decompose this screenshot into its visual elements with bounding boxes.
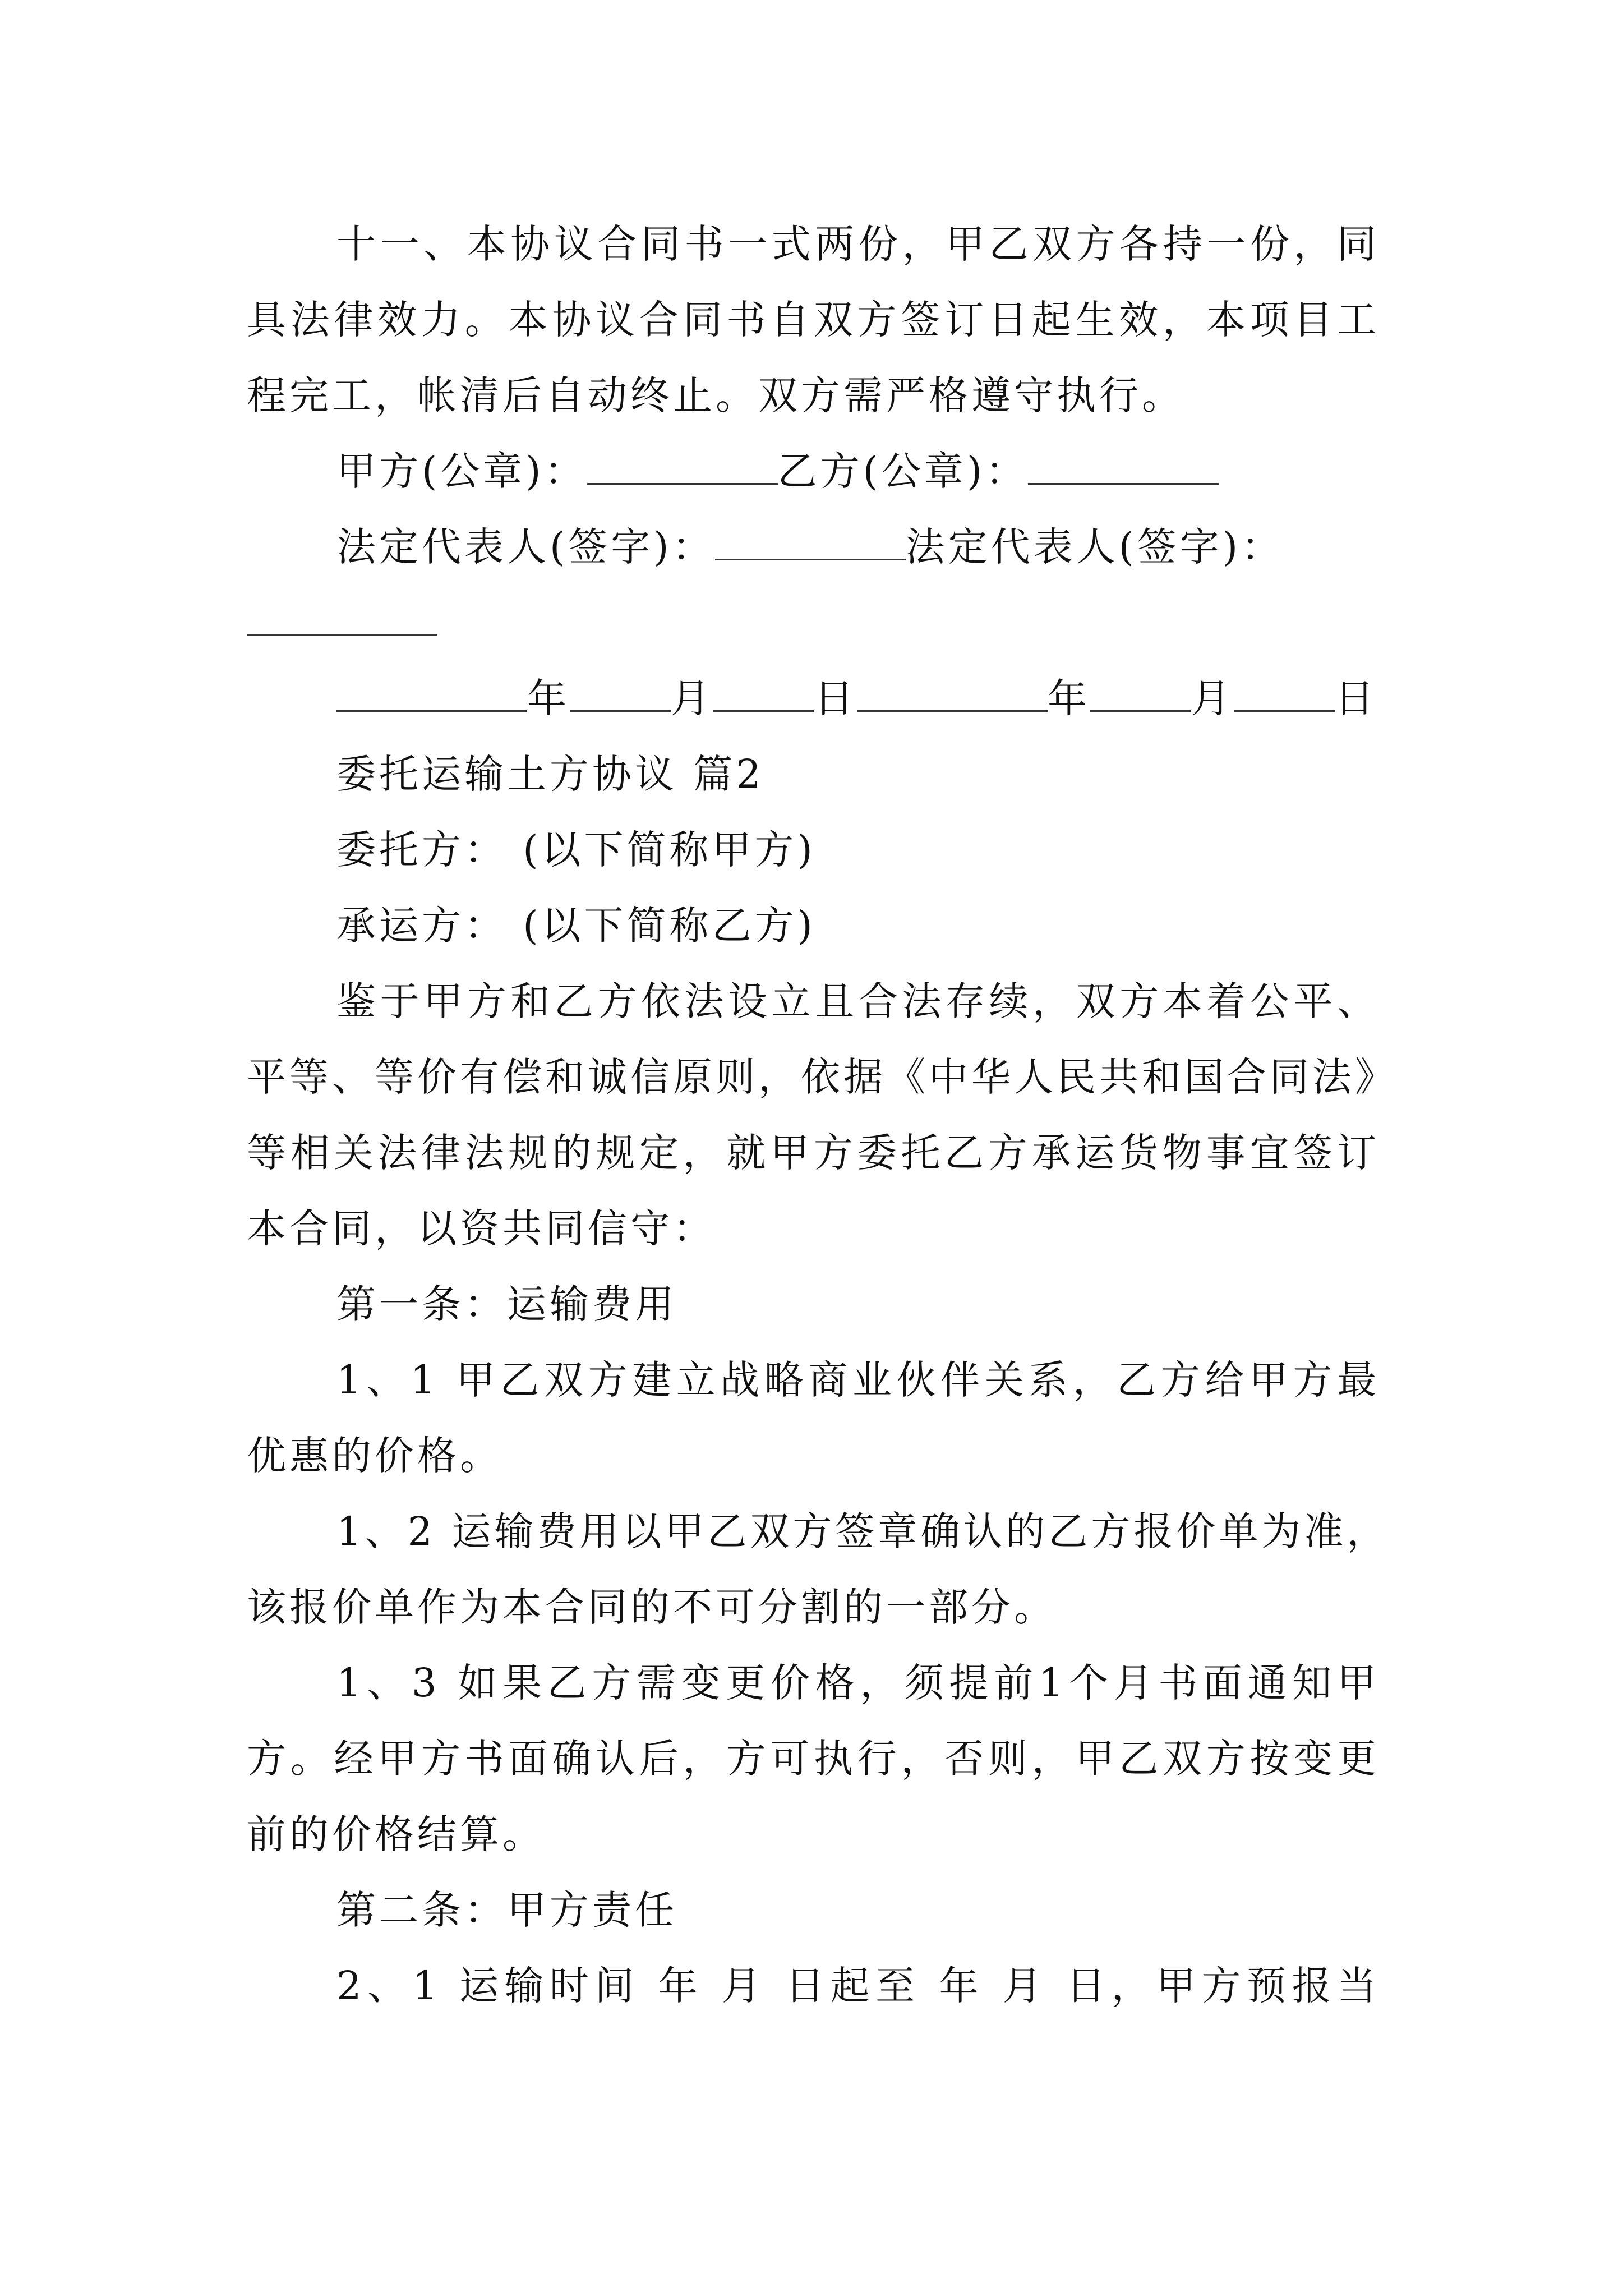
party-b-seal-label: 乙方(公章)： [777,448,1029,494]
clause-11-line-3: 程完工，帐清后自动终止。双方需严格遵守执行。 [247,372,1184,418]
year-a-label: 年 [527,675,570,721]
clause-1-1-line-1: 1、1 甲乙双方建立战略商业伙伴关系，乙方给甲方最 [336,1357,1380,1403]
party-b-seal-blank [1028,449,1219,485]
article-1-title: 第一条：运输费用 [336,1281,677,1327]
intro-line-2: 平等、等价有偿和诚信原则，依据《中华人民共和国合同法》 [247,1054,1398,1100]
clause-1-1-line-2: 优惠的价格。 [247,1433,502,1479]
article-2-title: 第二条：甲方责任 [336,1887,677,1933]
party-a-seal-label: 甲方(公章)： [336,448,587,494]
date-line [336,673,1377,724]
month-b-blank [1090,677,1191,712]
day-b-label: 日 [1335,675,1377,721]
party-b-rep-blank-line [247,597,437,648]
clause-1-3-line-3: 前的价格结算。 [247,1811,545,1857]
intro-line-1: 鉴于甲方和乙方依法设立且合法存续，双方本着公平、 [336,978,1380,1024]
clause-1-2-line-2: 该报价单作为本合同的不可分割的一部分。 [247,1584,1057,1630]
clause-1-3-line-2: 方。经甲方书面确认后，方可执行，否则，甲乙双方按变更 [247,1736,1380,1782]
party-a-seal-blank [587,449,778,485]
seal-line [336,446,1219,496]
intro-line-4: 本合同，以资共同信守： [247,1205,716,1251]
clause-11-line-1: 十一、本协议合同书一式两份，甲乙双方各持一份，同 [336,221,1380,267]
day-b-blank [1234,677,1335,712]
party-a-rep-label: 法定代表人(签字)： [336,524,715,570]
clause-1-2-line-1: 1、2 运输费用以甲乙双方签章确认的乙方报价单为准， [336,1508,1390,1554]
day-a-blank [713,677,814,712]
carrier-line: 承运方： (以下简称乙方) [336,903,816,949]
clause-11-line-2: 具法律效力。本协议合同书自双方签订日起生效，本项目工 [247,297,1380,343]
year-b-label: 年 [1048,675,1090,721]
party-b-rep-label: 法定代表人(签字)： [905,524,1284,570]
clause-2-1-line-1: 2、1 运输时间 年 月 日起至 年 月 日，甲方预报当 [336,1963,1380,2009]
representative-line [336,522,1284,572]
year-a-blank [336,677,527,712]
month-a-label: 月 [671,675,713,721]
intro-line-3: 等相关法律法规的规定，就甲方委托乙方承运货物事宜签订 [247,1130,1380,1176]
month-a-blank [570,677,671,712]
client-line: 委托方： (以下简称甲方) [336,827,816,873]
clause-1-3-line-1: 1、3 如果乙方需变更价格，须提前1个月书面通知甲 [336,1660,1380,1706]
party-a-rep-blank [715,525,906,560]
party-b-rep-blank [247,601,437,636]
day-a-label: 日 [814,675,857,721]
section-title: 委托运输土方协议 篇2 [336,751,764,797]
year-b-blank [857,677,1048,712]
month-b-label: 月 [1191,675,1234,721]
